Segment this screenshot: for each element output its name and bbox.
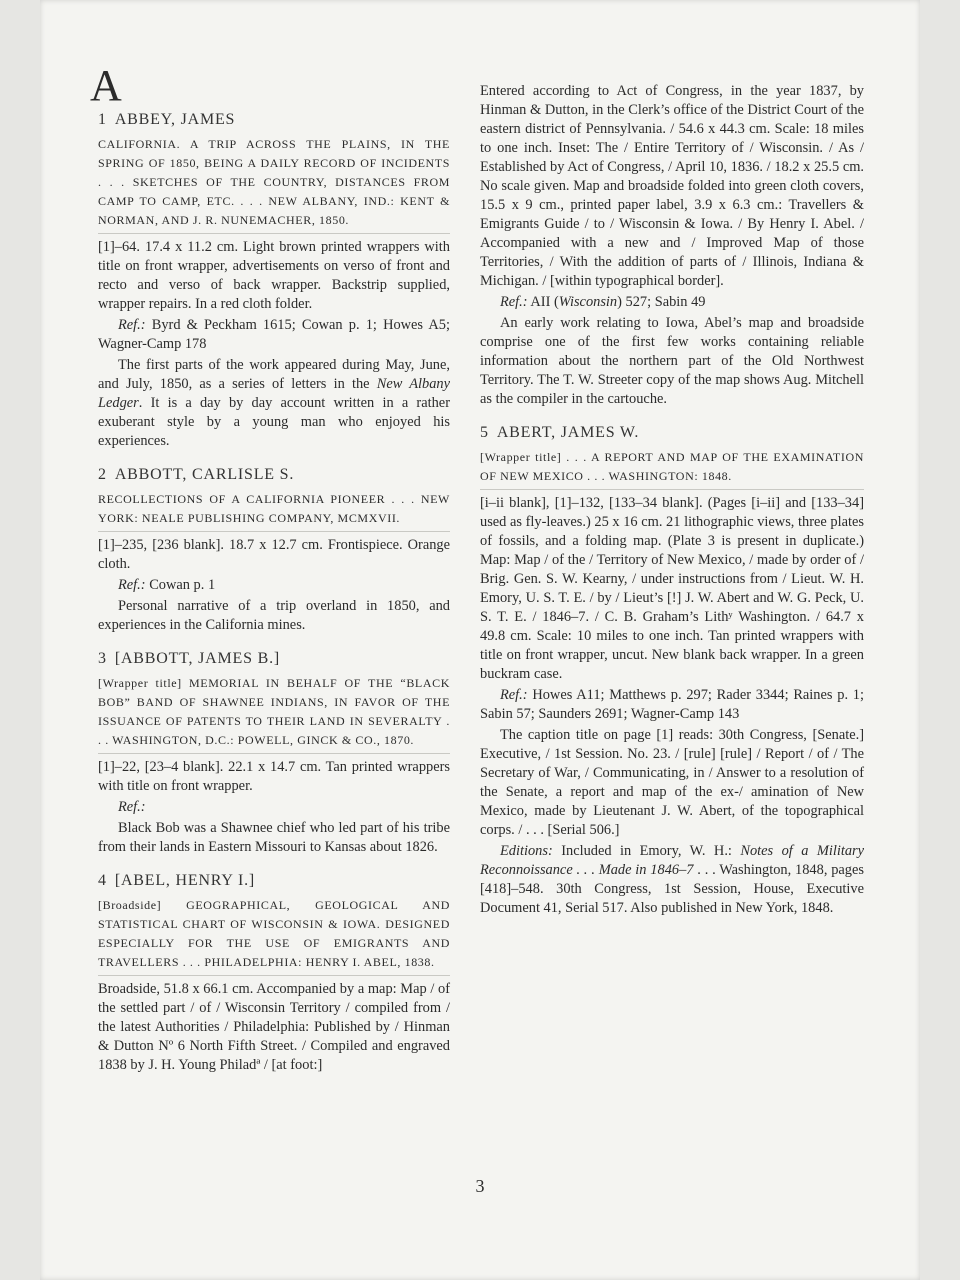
entry-number: 2 bbox=[98, 466, 107, 483]
entry-editions bbox=[480, 842, 864, 918]
entry-author: [ABEL, HENRY I.] bbox=[114, 872, 256, 889]
entry-title: [Broadside] GEOGRAPHICAL, GEOLOGICAL AND STATISTICAL CHART OF WISCONSIN & IOWA. DESIGNED ESPECIALLY FOR THE USE OF EMIGRANTS AND TRAVELLERS . . . PHILADELPHIA: HENRY I. ABEL, 1838. bbox=[98, 896, 450, 976]
entry-author: ABBOTT, CARLISLE S. bbox=[114, 466, 295, 483]
right-column bbox=[480, 82, 864, 932]
catalog-entry-continued bbox=[480, 82, 864, 409]
catalog-entry bbox=[98, 649, 450, 857]
entry-title: RECOLLECTIONS OF A CALIFORNIA PIONEER . . . NEW YORK: NEALE PUBLISHING COMPANY, MCMXVII. bbox=[98, 490, 450, 532]
note-text-end: . It is a day by day account written in a rather exuberant style by a young man who enjoyed his experiences. bbox=[98, 395, 450, 449]
editions-text-end: . . . Washington, 1848, pages [418]–548. 30th Congress, 1st Session, House, Executive Document 41, Serial 517. Also published in New York, 1848. bbox=[480, 862, 864, 916]
entry-title: CALIFORNIA. A TRIP ACROSS THE PLAINS, IN THE SPRING OF 1850, BEING A DAILY RECORD OF INCIDENTS . . . SKETCHES OF THE COUNTRY, DISTANCES FROM CAMP TO CAMP, ETC. . . . NEW ALBANY, IND.: KENT & NORMAN, AND J. R. NUNEMACHER, 1850. bbox=[98, 135, 450, 234]
entry-heading bbox=[480, 423, 864, 442]
editions-text: Included in Emory, W. H.: bbox=[552, 843, 741, 859]
ref-text: Howes A11; Matthews p. 297; Rader 3344; Raines p. 1; Sabin 57; Saunders 2691; Wagner-Camp 143 bbox=[480, 687, 864, 722]
ref-text: Byrd & Peckham 1615; Cowan p. 1; Howes A5; Wagner-Camp 178 bbox=[98, 317, 450, 352]
entry-note: The caption title on page [1] reads: 30th Congress, [Senate.] Executive, / 1st Session. No. 23. / [rule] [rule] / Report / of / The Secretary of War, / Communicating, in / Answer to a resolution of the Senate, a report and map of the ex-/ amination of New Mexico, made by Lieutenant J. W. Abert, of the topographical corps. / . . . [Serial 506.] bbox=[480, 727, 864, 838]
entry-heading bbox=[98, 110, 450, 129]
entry-reference bbox=[98, 576, 450, 595]
catalog-entry bbox=[98, 465, 450, 635]
entry-number: 4 bbox=[98, 872, 107, 889]
ref-text: Cowan p. 1 bbox=[149, 577, 216, 593]
entry-note: An early work relating to Iowa, Abel’s map and broadside comprise one of the first few works containing reliable information about the northern part of the Old Northwest Territory. The T. W. Streeter copy of the map shows Aug. Mitchell as the compiler in the cartouche. bbox=[480, 315, 864, 407]
entry-number: 5 bbox=[480, 424, 489, 441]
entry-description: [1]–22, [23–4 blank]. 22.1 x 14.7 cm. Tan printed wrappers with title on front wrapper. bbox=[98, 759, 450, 794]
entry-title: [Wrapper title] . . . A REPORT AND MAP OF THE EXAMINATION OF NEW MEXICO . . . WASHINGTON: 1848. bbox=[480, 448, 864, 490]
entry-note: Personal narrative of a trip overland in 1850, and experiences in the California mines. bbox=[98, 598, 450, 633]
catalog-entry bbox=[98, 110, 450, 451]
entry-number: 1 bbox=[98, 111, 107, 128]
entry-description: [1]–235, [236 blank]. 18.7 x 12.7 cm. Frontispiece. Orange cloth. bbox=[98, 537, 450, 572]
entry-description-continued: Entered according to Act of Congress, in the year 1837, by Hinman & Dutton, in the Clerk’s office of the District Court of the eastern district of Pennsylvania. / 54.6 x 44.3 cm. Scale: 18 miles to one inch. Inset: The / Entire Territory of / Wisconsin. / As / Established by Act of Congress, / April 10, 1836. / 18.2 x 25.5 cm. No scale given. Map and broadside folded into green cloth covers, 15.5 x 9 cm., printed paper label, 3.9 x 6.3 cm.: Travellers & Emigrants Guide / to / Wisconsin & Iowa. / By Henry I. Abel. / Accompanied with a new and / Improved Map of those Territories, / With the addition of parts of / Illinois, Indiana & Michigan. / [within typographical border]. bbox=[480, 83, 864, 289]
ref-label: Ref.: bbox=[118, 799, 146, 815]
ref-label: Ref.: bbox=[500, 294, 528, 310]
entry-author: [ABBOTT, JAMES B.] bbox=[114, 650, 281, 667]
note-italic: New Albany Ledger bbox=[98, 376, 450, 411]
ref-label: Ref.: bbox=[118, 577, 146, 593]
entry-description: [i–ii blank], [1]–132, [133–34 blank]. (Pages [i–ii] and [133–34] used as fly-leaves.) 25 x 16 cm. 21 lithographic views, three plates of fossils, and a folding map. (Plate 3 is present in duplicate.) Map: Map / of the / Territory of New Mexico, / made by order of / Brig. Gen. S. W. Kearny, / under instructions from / Lieut. W. H. Emory, U. S. T. E. / by / Lieut’s [!] J. W. Abert and W. G. Peck, U. S. T. E. / 1846–7. / C. B. Graham’s Lithʸ Washington. / 64.7 x 49.8 cm. Scale: 10 miles to one inch. Tan printed wrappers with title on front wrapper, uncut. New blank back wrapper. In a green buckram case. bbox=[480, 495, 864, 682]
editions-italic: Notes of a Military Reconnoissance . . . Made in 1846–7 bbox=[480, 843, 865, 878]
catalog-entry bbox=[480, 423, 864, 918]
ref-label: Ref.: bbox=[500, 687, 528, 703]
ref-italic: Wisconsin bbox=[558, 294, 618, 310]
ref-label: Ref.: bbox=[118, 317, 146, 333]
catalog-page bbox=[40, 0, 920, 1280]
entry-reference bbox=[98, 316, 450, 354]
entry-description: [1]–64. 17.4 x 11.2 cm. Light brown printed wrappers with title on front wrapper, advertisements on verso of front and recto and verso of back wrapper. Backstrip supplied, wrapper repairs. In a red cloth folder. bbox=[98, 239, 450, 312]
entry-author: ABERT, JAMES W. bbox=[496, 424, 640, 441]
entry-heading bbox=[98, 871, 450, 890]
entry-author: ABBEY, JAMES bbox=[114, 111, 236, 128]
entry-number: 3 bbox=[98, 650, 107, 667]
entry-reference bbox=[480, 293, 864, 312]
ref-text: AII ( bbox=[530, 294, 559, 310]
ref-text-end: ) 527; Sabin 49 bbox=[617, 294, 706, 310]
entry-reference bbox=[98, 798, 450, 817]
entry-title: [Wrapper title] MEMORIAL IN BEHALF OF THE “BLACK BOB” BAND OF SHAWNEE INDIANS, IN FAVOR OF THE ISSUANCE OF PATENTS TO THEIR LAND IN SEVERALTY . . . WASHINGTON, D.C.: POWELL, GINCK & CO., 1870. bbox=[98, 674, 450, 754]
left-column bbox=[98, 110, 450, 1089]
entry-description: Broadside, 51.8 x 66.1 cm. Accompanied by a map: Map / of the settled part / of / Wisconsin Territory / compiled from / the latest Authorities / Philadelphia: Published by / Hinman & Dutton Nº 6 North Fifth Street. / Compiled and engraved 1838 by J. H. Young Philadª / [at foot:] bbox=[98, 981, 450, 1073]
entry-note bbox=[98, 356, 450, 451]
editions-label: Editions: bbox=[500, 843, 553, 859]
catalog-entry bbox=[98, 871, 450, 1075]
entry-reference bbox=[480, 686, 864, 724]
page-number: 3 bbox=[475, 1176, 485, 1196]
note-text: The first parts of the work appeared during May, June, and July, 1850, as a series of letters in the bbox=[98, 357, 450, 392]
entry-note: Black Bob was a Shawnee chief who led part of his tribe from their lands in Eastern Missouri to Kansas about 1826. bbox=[98, 820, 450, 855]
section-letter: A bbox=[90, 61, 122, 110]
entry-heading bbox=[98, 465, 450, 484]
entry-heading bbox=[98, 649, 450, 668]
